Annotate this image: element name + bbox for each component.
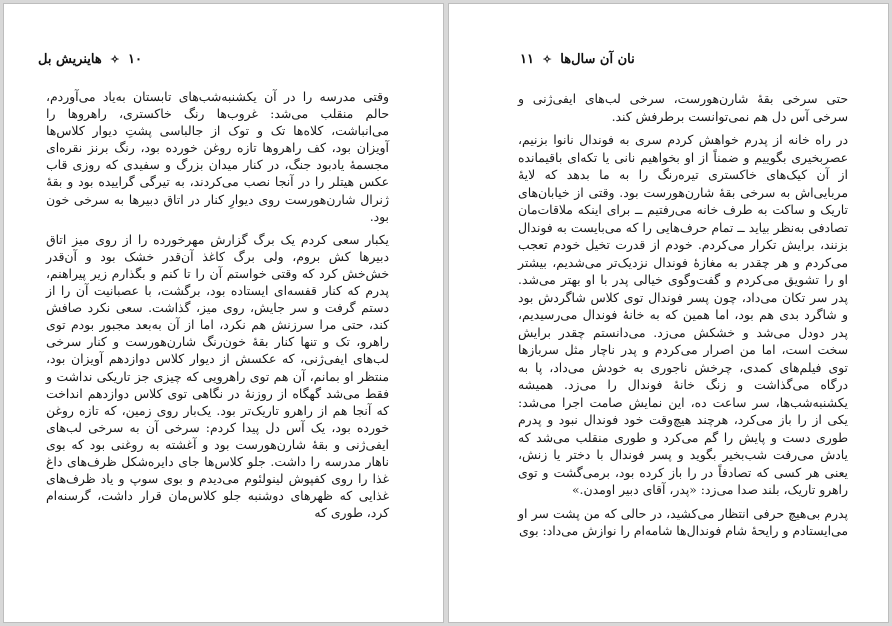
paragraph: یکبار سعی کردم یک برگ گزارش مهرخورده را از روی میز اتاق دبیرها کش بروم، ولی برگ کاغذ آن‌قدر خشک بود و آن‌قدر خش‌خش کرد که وقتی خواستم آن را تا کنم و بگذارم زیر پیراهنم، پدرم که کنار قفسه‌ای ایستاده بود، برگشت، با عصبانیت آن را از دستم گرفت و سر جایش، روی میز، گذاشت. سعی نکرد صافش کند، حتی مرا سرزنش هم نکرد، اما از آن به‌بعد مجبور بودم توی راهرو، تک و تنها کنار بقهٔ خون‌رنگ شارن‌هورست و کنار سرخی لب‌های ایفی‌ژنی، که عکسش از دیوار کلاس دوازدهم آویزان بود، منتظر او بمانم، آن هم توی راهرویی که چیزی جز تاریکی نداشت و فقط می‌شد گهگاه از روزنهٔ در نگاهی توی کلاس دوازدهم انداخت که آنجا هم از راهرو تاریک‌تر بود. یک‌بار روی زمین، که تازه روغن خورده بود، یک آس دل پیدا کردم: سرخی آن به سرخی لب‌های ایفی‌ژنی و بقهٔ شارن‌هورست بود و آغشته به روغنی بود که بوی ناهار مدرسه را داشت. جلو کلاس‌ها جای دایره‌شکل ظرف‌های داغ غذا را روی کفپوش لینولئوم می‌دیدم و بوی سوپ و یاد ظرف‌های غذایی که ظهرهای دوشنبه جلو کلاس‌مان قرار داشت، گرسنه‌ام کرد، طوری که [46,231,389,521]
page-number: ۱۰ [128,52,142,67]
running-header [520,52,635,67]
paragraph: در راه خانه از پدرم خواهش کردم سری به فوندال نانوا بزنیم، عصربخیری بگوییم و ضمناً از او بخواهیم نانی یا تکه‌ای باقیمانده از آن کیک‌های خاکستری تیره‌رنگ را به ما بدهد که لایهٔ مربایی‌اش به سرخی بقهٔ شارن‌هورست بود. وقتی از خیابان‌های تاریک و ساکت به طرف خانه می‌رفتیم ــ برای اینکه ملاقات‌مان تصادفی به‌نظر بیاید ــ تمام حرف‌هایی را که می‌بایست به فوندال بزنند، برایش تکرار می‌کردم. خودم از قدرت تخیل خودم تعجب می‌کردم و هر چقدر به مغازهٔ فوندال نزدیک‌تر می‌شدیم، بیشتر او را تشویق می‌کردم و گفت‌وگوی خیالی پدر با او بهتر می‌شد. پدر سر تکان می‌داد، چون پسر فوندال توی کلاس شاگردش بود و شاگرد بدی هم بود، اما همین که به خانهٔ فوندال می‌رسیدیم، پدر دودل می‌شد و خشکش می‌زد. می‌دانستم چقدر برایش سخت است، اما من اصرار می‌کردم و پدر ناچار مثل سربازها توی فیلم‌های کمدی، چرخش ناجوری به خودش می‌داد، پا به درگاه می‌گذاشت و زنگ خانهٔ فوندال را می‌زد. همیشه یکشنبه‌شب‌ها، سر ساعت ده، این نمایش صامت اجرا می‌شد: یکی از را باز می‌کرد، هرچند هیچ‌وقت خود فوندال نبود و پدرم طوری دست و پایش را گم می‌کرد و طوری منقلب می‌شد که یادش می‌رفت شب‌بخیر بگوید و پسر فوندال با دختر یا زنش، یعنی هر کسی که تصادفاً در را باز کرده بود، برمی‌گشت و توی راهرو تاریک، بلند صدا می‌زد: «پدر، آقای دبیر اومدن.» [518,132,848,497]
right-page [448,3,889,623]
left-page [3,3,444,623]
page-number: ۱۱ [520,52,534,67]
paragraph: پدرم بی‌هیچ حرفی انتظار می‌کشید، در حالی که من پشت سر او می‌ایستادم و رایحهٔ شام فوندال‌ها شامه‌ام را نوازش می‌داد: بوی [518,505,848,538]
author-name: هاینریش بل [38,52,102,67]
body-text [46,88,389,521]
body-text [518,90,848,540]
book-title: نان آن سال‌ها [560,52,635,67]
paragraph: حتی سرخی بقهٔ شارن‌هورست، سرخی لب‌های ایفی‌ژنی و سرخی آس دل هم نمی‌توانست برطرفش کند. [518,91,848,124]
running-header [38,52,142,67]
paragraph: وقتی مدرسه را در آن یکشنبه‌شب‌های تابستان به‌یاد می‌آوردم، حالم منقلب می‌شد: غروب‌ها رنگ خاکستری، راهروها را می‌انباشت، کلاه‌ها تک و توک از جالباسی پشتِ دیوار کلاس‌ها آویزان بود، کف راهروها تازه روغن خورده بود، رنگ برنز نقره‌ای مجسمهٔ یادبود جنگ، در کنار میدان بزرگ و سفیدی که روزی قاب عکس هیتلر را در آنجا نصب می‌کردند، به تیرگی گراییده بود و بقهٔ ژنرال شارن‌هورست روی دیوارِ کنار در اتاق دبیرها به سرخی خون بود. [46,89,389,224]
star-ornament-icon: ✧ [542,53,552,66]
star-ornament-icon: ✧ [110,53,120,66]
